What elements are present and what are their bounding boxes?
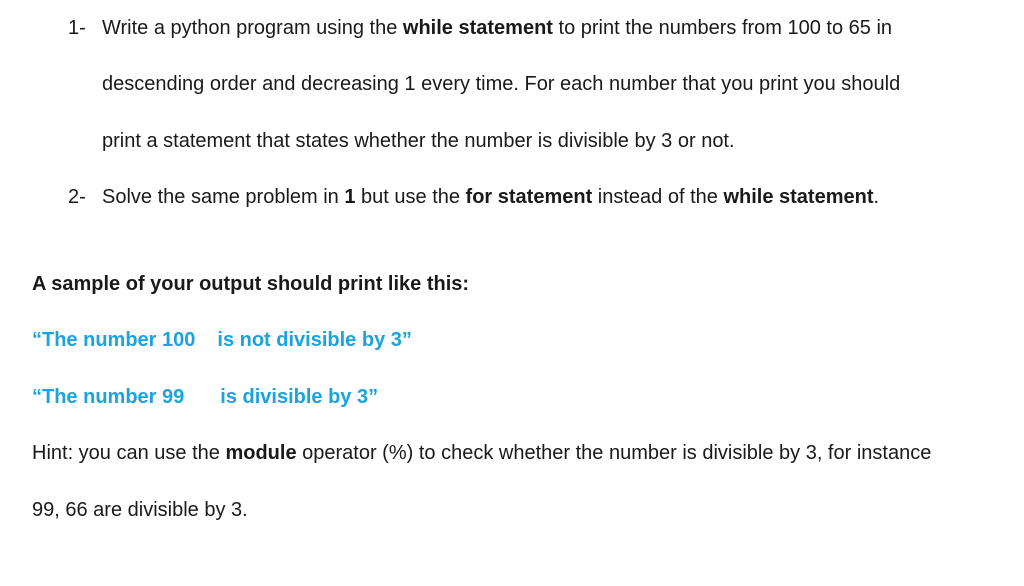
sample-output-part: “The number 99 (32, 386, 185, 408)
text: to print the numbers from 100 to 65 in (552, 17, 893, 39)
keyword-1: 1 (344, 186, 356, 208)
keyword-for-statement: for statement (465, 186, 593, 208)
sample-output-part: is divisible by 3” (220, 386, 379, 408)
text: . (873, 186, 880, 208)
hint-line-1 (32, 440, 931, 466)
sample-heading-text: A sample of your output should print like this: (32, 273, 470, 295)
keyword-while-statement: while statement (402, 17, 553, 39)
text: but use the (355, 186, 466, 208)
text: 99, 66 are divisible by 3. (32, 499, 248, 521)
sample-heading (32, 271, 469, 297)
sample-output-part: “The number 100 (32, 329, 196, 351)
question-2-line-1 (102, 184, 879, 210)
question-2-number: 2- (68, 186, 86, 208)
text: Write a python program using the (102, 17, 403, 39)
question-1-line-1 (102, 15, 892, 41)
text: descending order and decreasing 1 every time. For each number that you print you should (102, 73, 901, 95)
sample-output-part: is not divisible by 3” (217, 329, 412, 351)
text: Hint: you can use the (32, 442, 226, 464)
question-1-number: 1- (68, 17, 86, 39)
keyword-module: module (225, 442, 297, 464)
question-1-line-2 (102, 71, 900, 97)
text: instead of the (592, 186, 724, 208)
sample-output-line-1 (32, 327, 412, 353)
question-1-line-3 (102, 128, 735, 154)
sample-output-line-2 (32, 384, 378, 410)
text: operator (%) to check whether the number is divisible by 3, for instance (296, 442, 932, 464)
text: Solve the same problem in (102, 186, 345, 208)
keyword-while-statement: while statement (723, 186, 874, 208)
text: print a statement that states whether the number is divisible by 3 or not. (102, 130, 735, 152)
hint-line-2 (32, 497, 248, 523)
